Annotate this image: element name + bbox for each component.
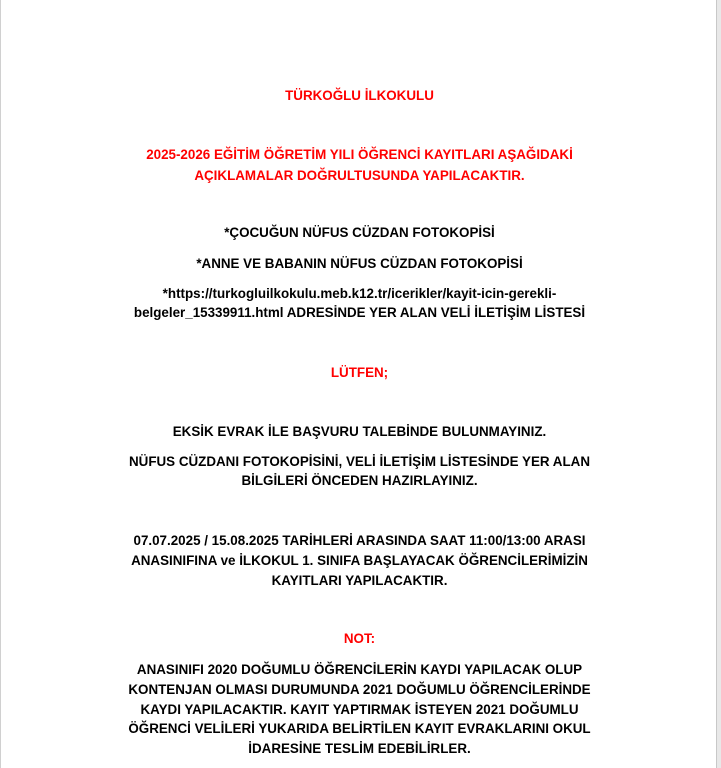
- instruction-prepare-line-2: BİLGİLERİ ÖNCEDEN HAZIRLAYINIZ.: [241, 473, 478, 488]
- instruction-no-missing-documents: EKSİK EVRAK İLE BAŞVURU TALEBİNDE BULUNMAYINIZ.: [172, 424, 547, 439]
- schedule-line-2: ANASINIFINA ve İLKOKUL 1. SINIFA BAŞLAYACAK ÖĞRENCİLERİMİZİN: [131, 553, 588, 568]
- note-text-line-3: KAYDI YAPILACAKTIR. KAYIT YAPTIRMAK İSTEYEN 2021 DOĞUMLU: [140, 702, 579, 717]
- required-document-contact-list-line-2: belgeler_15339911.html ADRESİNDE YER ALAN VELİ İLETİŞİM LİSTESİ: [133, 305, 586, 320]
- note-text-line-4: ÖĞRENCİ VELİLERİ YUKARIDA BELİRTİLEN KAYIT EVRAKLARINI OKUL: [128, 721, 591, 736]
- note-label: NOT:: [343, 631, 376, 646]
- schedule-line-1: 07.07.2025 / 15.08.2025 TARİHLERİ ARASINDA SAAT 11:00/13:00 ARASI: [133, 533, 586, 548]
- school-name: TÜRKOĞLU İLKOKULU: [285, 88, 434, 103]
- schedule-line-3: KAYITLARI YAPILACAKTIR.: [271, 573, 448, 588]
- note-text-line-2: KONTENJAN OLMASI DURUMUNDA 2021 DOĞUMLU ÖĞRENCİLERİNDE: [128, 682, 591, 697]
- note-text-line-5: İDARESİNE TESLİM EDEBİLİRLER.: [248, 741, 471, 756]
- heading-line-2: AÇIKLAMALAR DOĞRULTUSUNDA YAPILACAKTIR.: [194, 168, 525, 183]
- required-document-parents-id: *ANNE VE BABANIN NÜFUS CÜZDAN FOTOKOPİSİ: [196, 256, 523, 271]
- heading-line-1: 2025-2026 EĞİTİM ÖĞRETİM YILI ÖĞRENCİ KAYITLARI AŞAĞIDAKİ: [146, 147, 573, 162]
- required-document-child-id: *ÇOCUĞUN NÜFUS CÜZDAN FOTOKOPİSİ: [224, 225, 495, 240]
- instruction-prepare-line-1: NÜFUS CÜZDANI FOTOKOPİSİNİ, VELİ İLETİŞİM LİSTESİNDE YER ALAN: [128, 454, 590, 469]
- please-label: LÜTFEN;: [330, 365, 389, 380]
- required-document-contact-list-line-1: *https://turkogluilkokulu.meb.k12.tr/icerikler/kayit-icin-gerekli-: [162, 286, 557, 301]
- note-text-line-1: ANASINIFI 2020 DOĞUMLU ÖĞRENCİLERİN KAYDI YAPILACAK OLUP: [136, 662, 583, 677]
